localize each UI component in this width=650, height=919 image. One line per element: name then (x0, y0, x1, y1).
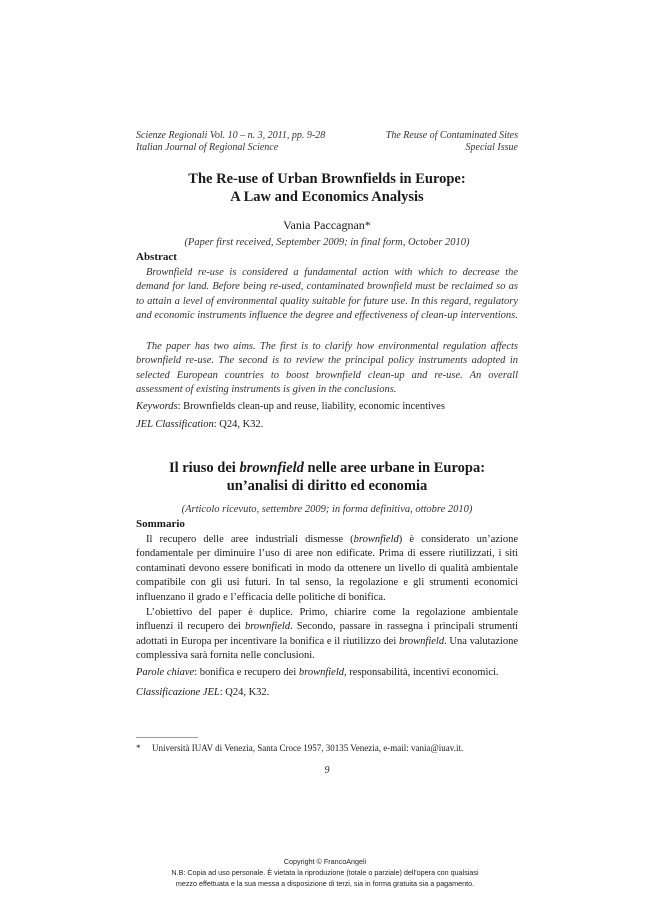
sommario-heading: Sommario (136, 518, 185, 530)
received-note-italian: (Articolo ricevuto, settembre 2009; in forma definitiva, ottobre 2010) (181, 504, 473, 515)
parole-chiave: Parole chiave: bonifica e recupero dei brownfield, responsabilità, incentivi economici. (136, 667, 499, 678)
keywords-label: Keywords (136, 401, 178, 412)
italian-title-line1: Il riuso dei brownfield nelle aree urbane in Europa: (168, 460, 486, 476)
issue-type: Special Issue (465, 142, 518, 153)
abstract-paragraph-1: Brownfield re-use is considered a fundamental action with which to decrease the demand for land. Before being re-used, contaminated brownfield must be reclaimed so as to attain a level of environmental quality suitable for future use. In this regard, regulatory and economic instruments influence the degree and effectiveness of clean-up interventions. (136, 267, 518, 322)
copyright-notice (0, 856, 650, 889)
abstract-paragraph-2: The paper has two aims. The first is to clarify how environmental regulation affects brownfield re-use. The second is to review the principal policy instruments adopted in selected European countries to boost brownfield clean-up and re-use. An overall assessment of existing instruments is given in the conclusions. (136, 341, 518, 396)
copyright-line-1: Copyright © FrancoAngeli (283, 857, 367, 866)
received-note-english: (Paper first received, September 2009; in final form, October 2010) (184, 237, 470, 248)
copyright-line-2: N.B: Copia ad uso personale. È vietata la riproduzione (totale o parziale) dell’opera con qualsiasi (171, 868, 479, 877)
sommario-paragraph-1: Il recupero delle aree industriali dismesse (brownfield) è considerato un’azione fondamentale per diminuire l’uso di aree non edificate. Prima di essere riutilizzati, i siti contaminati devono essere bonificati in modo da ottenere un livello di qualità ambientale compatibile con gli usi futuri. In tal senso, la regolazione e gli strumenti economici influenzano il grado e l’efficacia delle politiche di bonifica. (136, 534, 519, 603)
keywords (136, 400, 518, 414)
author-name: Vania Paccagnan* (283, 218, 371, 232)
keywords-text: : Brownfields clean-up and reuse, liability, economic incentives (177, 401, 445, 412)
classificazione-jel-label: Classificazione JEL (136, 687, 220, 698)
english-title (136, 170, 518, 206)
jel-text: : Q24, K32. (213, 419, 264, 430)
footnote (136, 742, 518, 754)
copyright-line-3: mezzo effettuata e la sua messa a disposizione di terzi, sia in forma gratuita sia a pagamento. (175, 879, 475, 888)
footnote-mark: * (136, 743, 141, 753)
journal-name: Italian Journal of Regional Science (136, 142, 279, 153)
running-header-right (386, 130, 518, 154)
journal-volume: Scienze Regionali Vol. 10 – n. 3, 2011, pp. 9-28 (136, 130, 326, 141)
running-header-left (136, 130, 325, 154)
page-number: 9 (324, 765, 330, 776)
italian-title (136, 459, 518, 495)
classificazione-jel: Classificazione JEL: Q24, K32. (136, 687, 270, 698)
footnote-text: Università IUAV di Venezia, Santa Croce 1957, 30135 Venezia, e-mail: vania@iuav.it. (152, 743, 464, 753)
footnote-rule (136, 737, 198, 738)
english-title-line2: A Law and Economics Analysis (230, 189, 424, 205)
italian-title-line2: un’analisi di diritto ed economia (226, 478, 428, 494)
jel-classification (136, 418, 518, 432)
abstract-heading: Abstract (136, 251, 177, 263)
sommario-paragraph-2: L’obiettivo del paper è duplice. Primo, chiarire come la regolazione ambientale influenzi il recupero dei brownfield. Secondo, passare in rassegna i principali strumenti adottati in Europa per incentivare la bonifica e il riutilizzo dei brownfield. Una valutazione complessiva sarà fornita nelle conclusioni. (136, 607, 518, 662)
issue-theme: The Reuse of Contaminated Sites (385, 130, 518, 141)
english-title-line1: The Re-use of Urban Brownfields in Europe: (188, 171, 466, 187)
parole-chiave-label: Parole chiave (136, 667, 195, 678)
jel-label: JEL Classification (136, 419, 214, 430)
